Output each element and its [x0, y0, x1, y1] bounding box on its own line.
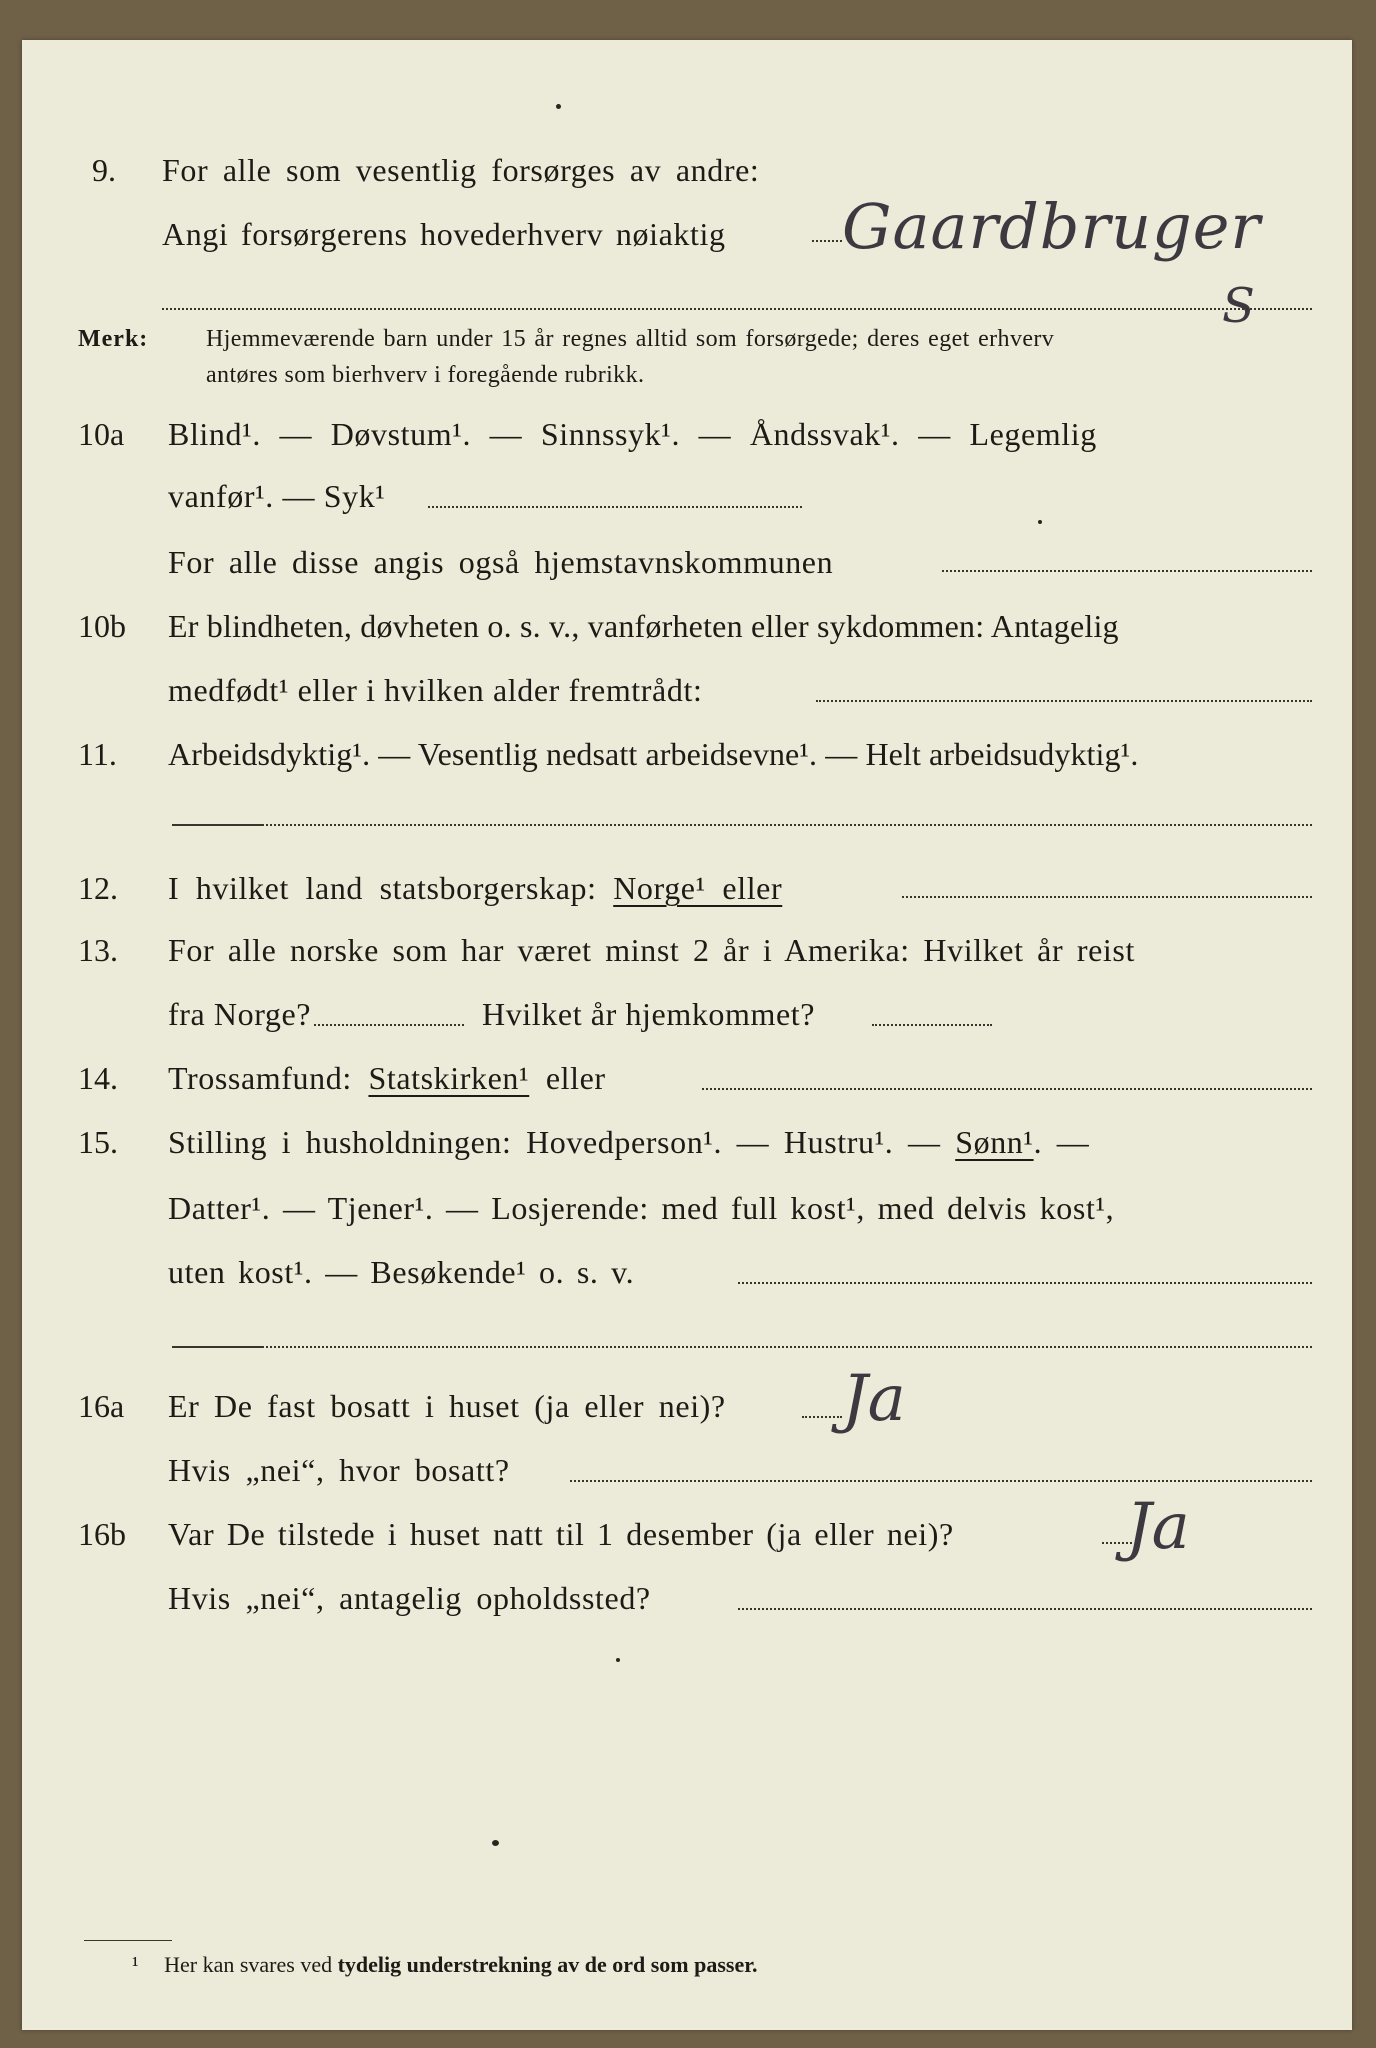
question-13-line2a: fra Norge?: [168, 996, 312, 1032]
question-13-return-line: [872, 1024, 992, 1026]
question-15-line3: uten kost¹. — Besøkende¹ o. s. v.: [168, 1254, 635, 1290]
question-12-underlined-answer: Norge¹ eller: [613, 870, 783, 906]
question-14-prompt: Trossamfund:: [168, 1060, 352, 1096]
question-16a-handwritten-answer: Ja: [842, 1362, 906, 1436]
note-line1: Hjemmeværende barn under 15 år regnes alltid som forsørgede; deres eget erhverv: [206, 326, 1055, 352]
question-16b-line2: Hvis „nei“, antagelig opholdssted?: [168, 1580, 651, 1616]
question-15-answer-line: [738, 1282, 1312, 1284]
question-9-answer-line: [812, 240, 842, 242]
question-9-handwritten-mark: S: [1222, 278, 1255, 334]
paper-speck: [556, 104, 561, 109]
question-16a-residence-line: [570, 1480, 1312, 1482]
question-16a-line1: Er De fast bosatt i huset (ja eller nei)?: [168, 1388, 726, 1424]
question-16b-line1: Var De tilstede i huset natt til 1 desember (ja eller nei)?: [168, 1516, 954, 1552]
question-15-extra-line: [262, 1346, 1312, 1348]
question-10b-line1: Er blindheten, døvheten o. s. v., vanførheten eller sykdommen: Antagelig: [168, 608, 1119, 644]
question-10b-line2: medfødt¹ eller i hvilken alder fremtrådt:: [168, 672, 703, 708]
question-16b-residence-line: [738, 1608, 1312, 1610]
note-line2: antøres som bierhverv i foregående rubrikk.: [206, 362, 645, 388]
footnote-rule: [84, 1940, 172, 1941]
paper-speck: [1038, 520, 1042, 524]
question-15-number: 15.: [78, 1124, 118, 1160]
question-16b-handwritten-answer: Ja: [1126, 1490, 1190, 1564]
question-13-left-line: [314, 1024, 464, 1026]
question-11-short-rule: [172, 824, 262, 826]
question-15-underlined-answer: Sønn¹: [955, 1124, 1034, 1160]
question-14-number: 14.: [78, 1060, 118, 1096]
question-10b-answer-line: [816, 700, 1312, 702]
footnote-text: Her kan svares ved: [164, 1952, 333, 1977]
question-11-number: 11.: [78, 736, 117, 772]
footnote-bold-text: tydelig understrekning av de ord som passer.: [337, 1952, 758, 1977]
question-15-line1: [168, 1124, 1089, 1161]
question-16a-answer-line: [802, 1416, 842, 1418]
question-13-line1: For alle norske som har været minst 2 år i Amerika: Hvilket år reist: [168, 932, 1135, 968]
question-9-second-line: [162, 308, 1312, 310]
question-14-answer-line: [702, 1088, 1312, 1090]
question-15-line1-options: Stilling i husholdningen: Hovedperson¹. — Hustru¹. —: [168, 1124, 941, 1160]
question-10a-hometown-line: [942, 570, 1312, 572]
question-12-answer-line: [902, 896, 1312, 898]
question-10a-line1: Blind¹. — Døvstum¹. — Sinnssyk¹. — Åndssvak¹. — Legemlig: [168, 416, 1097, 452]
question-10a-line2: vanfør¹. — Syk¹: [168, 478, 386, 514]
question-12-text: [168, 870, 782, 907]
question-13-line2b: Hvilket år hjemkommet?: [482, 996, 816, 1032]
paper-speck: [492, 1840, 499, 1846]
question-11-line1: Arbeidsdyktig¹. — Vesentlig nedsatt arbeidsevne¹. — Helt arbeidsudyktig¹.: [168, 736, 1139, 772]
census-form-page: [22, 40, 1352, 2030]
question-16a-number: 16a: [78, 1388, 125, 1424]
question-14-underlined-answer: Statskirken¹: [368, 1060, 530, 1096]
question-15-short-rule: [172, 1346, 262, 1348]
question-10b-number: 10b: [78, 608, 126, 644]
question-16b-number: 16b: [78, 1516, 126, 1552]
footnote: [132, 1952, 758, 1978]
question-10a-number: 10a: [78, 416, 125, 452]
question-9-line1: For alle som vesentlig forsørges av andre:: [162, 152, 760, 188]
question-14-eller: eller: [545, 1060, 606, 1096]
question-13-number: 13.: [78, 932, 118, 968]
question-16a-line2: Hvis „nei“, hvor bosatt?: [168, 1452, 510, 1488]
question-14-text: [168, 1060, 606, 1097]
question-10a-line3: For alle disse angis også hjemstavnskommunen: [168, 544, 834, 580]
question-15-line1-tail: . —: [1033, 1124, 1090, 1160]
question-11-answer-line: [262, 824, 1312, 826]
question-10a-answer-line: [428, 506, 802, 508]
footnote-mark: ¹: [132, 1952, 139, 1977]
question-12-number: 12.: [78, 870, 118, 906]
question-15-line2: Datter¹. — Tjener¹. — Losjerende: med full kost¹, med delvis kost¹,: [168, 1190, 1115, 1226]
question-9-number: 9.: [92, 152, 116, 188]
note-label: Merk:: [78, 326, 149, 352]
question-9-line2: Angi forsørgerens hovederhverv nøiaktig: [162, 216, 726, 252]
paper-speck: [616, 1658, 620, 1662]
question-9-handwritten-answer: Gaardbruger: [842, 190, 1262, 263]
question-12-prompt: I hvilket land statsborgerskap:: [168, 870, 597, 906]
